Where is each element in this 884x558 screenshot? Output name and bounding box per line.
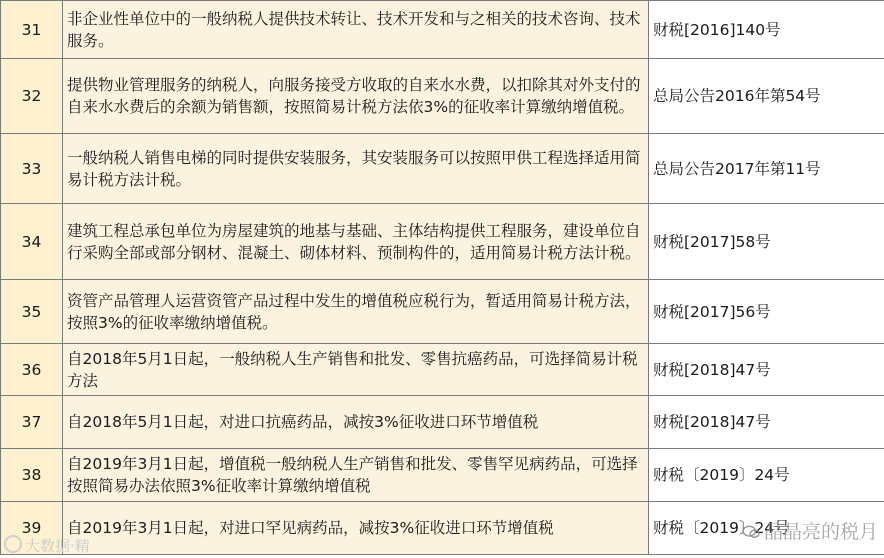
policy-text: 自2018年5月1日起，对进口抗癌药品，减按3%征收进口环节增值税 <box>63 396 649 449</box>
policy-text: 非企业性单位中的一般纳税人提供技术转让、技术开发和与之相关的技术咨询、技术服务。 <box>63 1 649 59</box>
policy-text: 建筑工程总承包单位为房屋建筑的地基与基础、主体结构提供工程服务，建设单位自行采购全部或部分钢材、混凝土、砌体材料、预制构件的，适用简易计税方法计税。 <box>63 204 649 280</box>
row-number: 38 <box>1 449 63 502</box>
watermark-logo-icon <box>4 535 22 553</box>
table-row <box>1 204 884 280</box>
row-number: 36 <box>1 344 63 396</box>
watermark-left <box>4 535 90 556</box>
policy-reference: 财税[2018]47号 <box>649 344 884 396</box>
table-row <box>1 59 884 134</box>
policy-text: 自2018年5月1日起，一般纳税人生产销售和批发、零售抗癌药品，可选择简易计税方法 <box>63 344 649 396</box>
row-number: 31 <box>1 1 63 59</box>
policy-reference: 财税[2016]140号 <box>649 1 884 59</box>
table-row <box>1 280 884 344</box>
watermark-right-text: 晶晶亮的税月 <box>763 521 878 543</box>
row-number: 37 <box>1 396 63 449</box>
policy-reference: 财税〔2019〕24号 <box>649 449 884 502</box>
policy-reference: 财税[2018]47号 <box>649 396 884 449</box>
row-number: 34 <box>1 204 63 280</box>
row-number: 35 <box>1 280 63 344</box>
row-number: 39 <box>1 502 63 555</box>
policy-reference: 财税[2017]58号 <box>649 204 884 280</box>
policy-text: 自2019年3月1日起，对进口罕见病药品，减按3%征收进口环节增值税 <box>63 502 649 555</box>
table-row <box>1 344 884 396</box>
table-row <box>1 449 884 502</box>
policy-text: 资管产品管理人运营资管产品过程中发生的增值税应税行为，暂适用简易计税方法，按照3%的征收率缴纳增值税。 <box>63 280 649 344</box>
policy-text: 自2019年3月1日起，增值税一般纳税人生产销售和批发、零售罕见病药品，可选择按照简易办法依照3%征收率计算缴纳增值税 <box>63 449 649 502</box>
policy-reference: 总局公告2017年第11号 <box>649 134 884 204</box>
table-row <box>1 1 884 59</box>
row-number: 33 <box>1 134 63 204</box>
watermark-right <box>742 517 878 544</box>
policy-text: 一般纳税人销售电梯的同时提供安装服务，其安装服务可以按照甲供工程选择适用简易计税方法计税。 <box>63 134 649 204</box>
policy-text: 提供物业管理服务的纳税人，向服务接受方收取的自来水水费，以扣除其对外支付的自来水水费后的余额为销售额，按照简易计税方法依3%的征收率计算缴纳增值税。 <box>63 59 649 134</box>
watermark-left-text: 大数据·精 <box>25 537 90 555</box>
table-row <box>1 396 884 449</box>
table-row <box>1 134 884 204</box>
policy-reference: 财税〔2019〕24号 <box>649 502 884 555</box>
row-number: 32 <box>1 59 63 134</box>
policy-reference: 财税[2017]56号 <box>649 280 884 344</box>
policy-reference: 总局公告2016年第54号 <box>649 59 884 134</box>
wechat-icon <box>742 525 760 539</box>
